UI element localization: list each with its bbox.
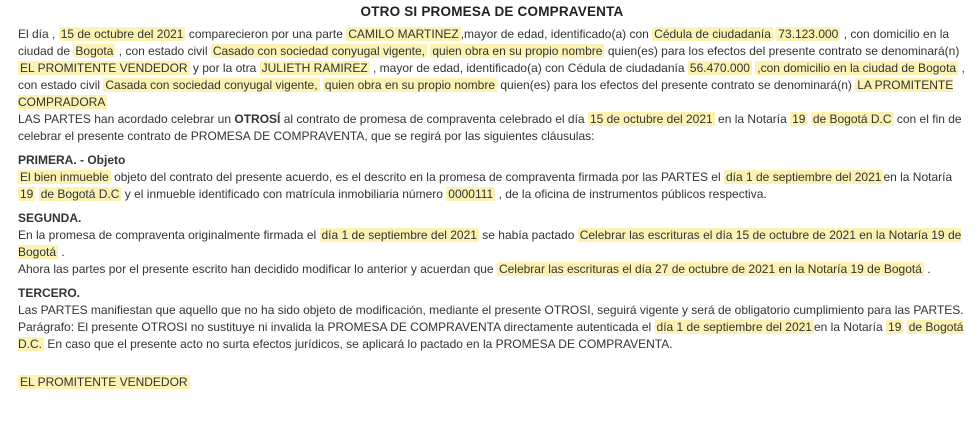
intro-text: , con domicilio en la ciudad de — [18, 27, 950, 58]
signature-block — [18, 374, 966, 391]
field-notary-number: 19 — [888, 320, 902, 334]
agreement-text: en la Notaría — [718, 112, 787, 126]
clause-text: En la promesa de compraventa originalmente firmada el — [18, 228, 317, 242]
intro-text: El día , — [18, 27, 56, 41]
otrosi-term: OTROSÍ — [234, 112, 281, 126]
agreement-text: al contrato de promesa de compraventa celebrado el día — [283, 112, 585, 126]
intro-paragraph — [18, 26, 966, 111]
field-seller-doc-number: 73.123.000 — [778, 27, 839, 41]
field-notary-number: 19 — [792, 112, 806, 126]
field-seller-civil-status: Casado con sociedad conyugal vigente, — [212, 44, 425, 58]
clause-text: en la Notaría — [813, 320, 883, 334]
clause-text: se había pactado — [482, 228, 575, 242]
field-object: El bien inmueble — [20, 170, 109, 184]
intro-text: comparecieron por una parte — [188, 27, 343, 41]
agreement-paragraph — [18, 111, 966, 145]
field-notary-city: de Bogotá D.C. — [18, 320, 964, 351]
field-modified-terms: Celebrar las escrituras el día 27 de octubre de 2021 en la Notaría 19 de Bogotá — [498, 262, 922, 276]
field-signature-role: EL PROMITENTE VENDEDOR — [20, 375, 188, 389]
field-original-terms: Celebrar las escrituras el día 15 de octubre de 2021 en la Notaría 19 de Bogotá — [18, 228, 962, 259]
intro-text: , con estado civil — [18, 61, 965, 92]
field-buyer-civil-status: Casada con sociedad conyugal vigente, — [105, 78, 318, 92]
field-seller-doc-type: Cédula de ciudadanía — [654, 27, 771, 41]
clause-text: . — [61, 245, 65, 259]
intro-text: , con estado civil — [118, 44, 208, 58]
intro-text: ,mayor de edad, identificado(a) con — [460, 27, 649, 41]
field-buyer-role: LA PROMITENTE COMPRADORA — [18, 78, 954, 109]
field-original-date: día 1 de septiembre del 2021 — [656, 320, 812, 334]
clause-text: En caso que el presente acto no surta efectos jurídicos, se aplicará lo pactado en la PROMESA DE COMPRAVENTA. — [47, 337, 673, 351]
document-title: OTRO SI PROMESA DE COMPRAVENTA — [360, 4, 624, 19]
field-buyer-capacity: quien obra en su propio nombre — [324, 78, 496, 92]
field-original-date: día 1 de septiembre del 2021 — [725, 170, 882, 184]
field-registry-number: 0000111 — [448, 187, 494, 201]
field-contract-date: 15 de octubre del 2021 — [60, 27, 184, 41]
field-seller-role: EL PROMITENTE VENDEDOR — [20, 61, 188, 75]
clause-text: Parágrafo: El presente OTROSI no sustituye ni invalida la PROMESA DE COMPRAVENTA directamente autenticada el — [18, 320, 652, 334]
clause-text: , de la oficina de instrumentos públicos respectiva. — [498, 187, 767, 201]
clause-text: en la Notaría — [883, 170, 953, 184]
field-buyer-name: JULIETH RAMIREZ — [261, 61, 368, 75]
field-notary-city: de Bogotá D.C — [812, 112, 892, 126]
field-seller-city: Bogota — [75, 44, 114, 58]
intro-text: , mayor de edad, identificado(a) con Cédula de ciudadanía — [373, 61, 685, 75]
clause-primera-heading: PRIMERA. - Objeto — [18, 153, 126, 167]
clause-primera — [18, 169, 966, 203]
field-buyer-doc-number: 56.470.000 — [689, 61, 750, 75]
clause-tercero-paragrafo — [18, 319, 966, 353]
agreement-text: LAS PARTES han acordado celebrar un — [18, 112, 232, 126]
intro-text: quien(es) para los efectos del presente contrato se denominará(n) — [500, 78, 852, 92]
field-agreement-date: 15 de octubre del 2021 — [589, 112, 713, 126]
clause-segunda — [18, 227, 966, 261]
agreement-text: con el fin de celebrar el presente contrato de PROMESA DE COMPRAVENTA, que se regirá por las siguientes cláusulas: — [18, 112, 962, 143]
field-original-date: día 1 de septiembre del 2021 — [321, 228, 477, 242]
field-notary-city: de Bogotá D.C — [40, 187, 120, 201]
field-seller-capacity: quien obra en su propio nombre — [432, 44, 603, 58]
clause-text: Ahora las partes por el presente escrito han decidido modificar lo anterior y acuerdan que — [18, 262, 494, 276]
clause-segunda-modification — [18, 261, 966, 278]
intro-text: quien(es) para los efectos del presente contrato se denominará(n) — [607, 44, 960, 58]
field-notary-number: 19 — [20, 187, 34, 201]
clause-text: y el inmueble identificado con matrícula inmobiliaria número — [124, 187, 443, 201]
field-seller-name: CAMILO MARTINEZ — [348, 27, 459, 41]
clause-tercero-heading: TERCERO. — [18, 286, 81, 300]
field-buyer-city: ,con domicilio en la ciudad de Bogota — [757, 61, 957, 75]
clause-tercero: Las PARTES manifiestan que aquello que no ha sido objeto de modificación, mediante el presente OTROSI, seguirá vigente y será de obligatorio cumplimiento para las PARTES. — [18, 303, 964, 317]
clause-segunda-heading: SEGUNDA. — [18, 211, 82, 225]
clause-text: objeto del contrato del presente acuerdo, es el descrito en la promesa de compraventa firmada por las PARTES el — [114, 170, 721, 184]
clause-text: . — [927, 262, 931, 276]
intro-text: y por la otra — [192, 61, 257, 75]
